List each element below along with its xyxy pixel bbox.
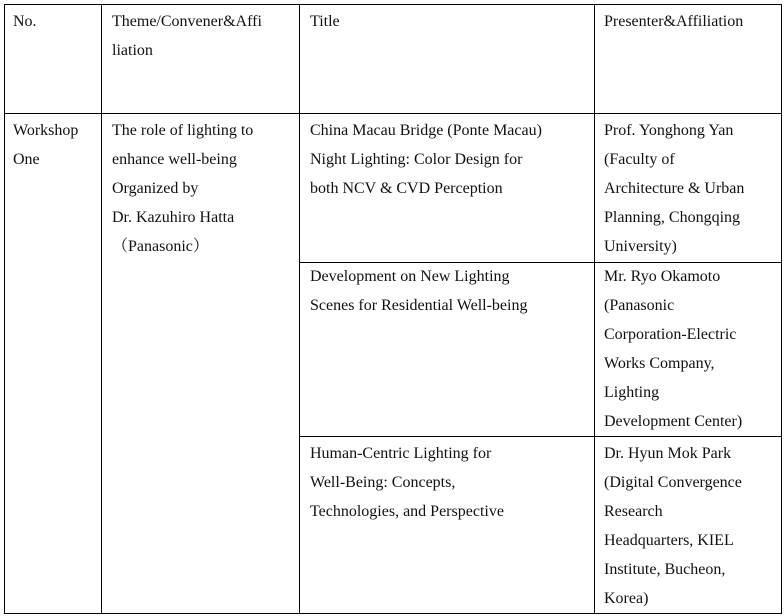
cell-line: Korea) [604, 590, 649, 607]
header-no [13, 7, 37, 36]
cell-line: Mr. Ryo Okamoto [604, 268, 721, 285]
rule-col3 [594, 4, 595, 614]
workshop-no-cell [13, 116, 78, 174]
row3-title-cell [310, 439, 504, 526]
cell-line: Planning, Chongqing [604, 209, 741, 226]
cell-line: both NCV & CVD Perception [310, 180, 503, 197]
cell-line: China Macau Bridge (Ponte Macau) [310, 122, 542, 139]
cell-line: Development Center) [604, 413, 743, 430]
cell-line: liation [112, 42, 153, 59]
rule-col2 [299, 4, 300, 614]
cell-line: Workshop [13, 122, 79, 139]
workshop-theme-cell [112, 116, 253, 261]
row2-presenter-cell [604, 262, 742, 436]
cell-line: One [13, 151, 40, 168]
cell-line: Prof. Yonghong Yan [604, 122, 734, 139]
cell-line: Dr. Hyun Mok Park [604, 445, 732, 462]
cell-line: (Digital Convergence [604, 474, 742, 491]
header-title [310, 7, 340, 36]
cell-line: Headquarters, KIEL [604, 532, 734, 549]
cell-line: Night Lighting: Color Design for [310, 151, 523, 168]
rule-right [781, 4, 782, 614]
cell-line: Theme/Convener&Affi [112, 13, 262, 30]
cell-line: Corporation-Electric [604, 326, 737, 343]
cell-line: Architecture & Urban [604, 180, 745, 197]
cell-line: Lighting [604, 384, 660, 401]
cell-line: Organized by [112, 180, 199, 197]
rule-header-bottom [4, 113, 782, 114]
header-presenter [604, 7, 743, 36]
cell-line: No. [13, 13, 37, 30]
row2-title-cell [310, 262, 527, 320]
cell-line: Scenes for Residential Well-being [310, 297, 528, 314]
cell-line: (Panasonic [604, 297, 675, 314]
rule-row2-bottom [299, 436, 782, 437]
row1-title-cell [310, 116, 542, 203]
cell-line: Presenter&Affiliation [604, 13, 744, 30]
cell-line: (Faculty of [604, 151, 675, 168]
cell-line: Well-Being: Concepts, [310, 474, 456, 491]
header-theme [112, 7, 262, 65]
cell-line: University) [604, 238, 677, 255]
rule-bottom [4, 613, 782, 614]
cell-line: Human-Centric Lighting for [310, 445, 492, 462]
cell-line: Research [604, 503, 663, 520]
cell-line: Technologies, and Perspective [310, 503, 504, 520]
cell-line: Dr. Kazuhiro Hatta [112, 209, 235, 226]
cell-line: （Panasonic） [112, 238, 209, 255]
rule-left [4, 4, 5, 614]
rule-top [4, 4, 782, 5]
cell-line: enhance well-being [112, 151, 237, 168]
cell-line: Institute, Bucheon, [604, 561, 726, 578]
cell-line: The role of lighting to [112, 122, 254, 139]
cell-line: Title [310, 13, 340, 30]
cell-line: Works Company, [604, 355, 715, 372]
row3-presenter-cell [604, 439, 742, 613]
cell-line: Development on New Lighting [310, 268, 510, 285]
rule-col1 [101, 4, 102, 614]
row1-presenter-cell [604, 116, 744, 261]
